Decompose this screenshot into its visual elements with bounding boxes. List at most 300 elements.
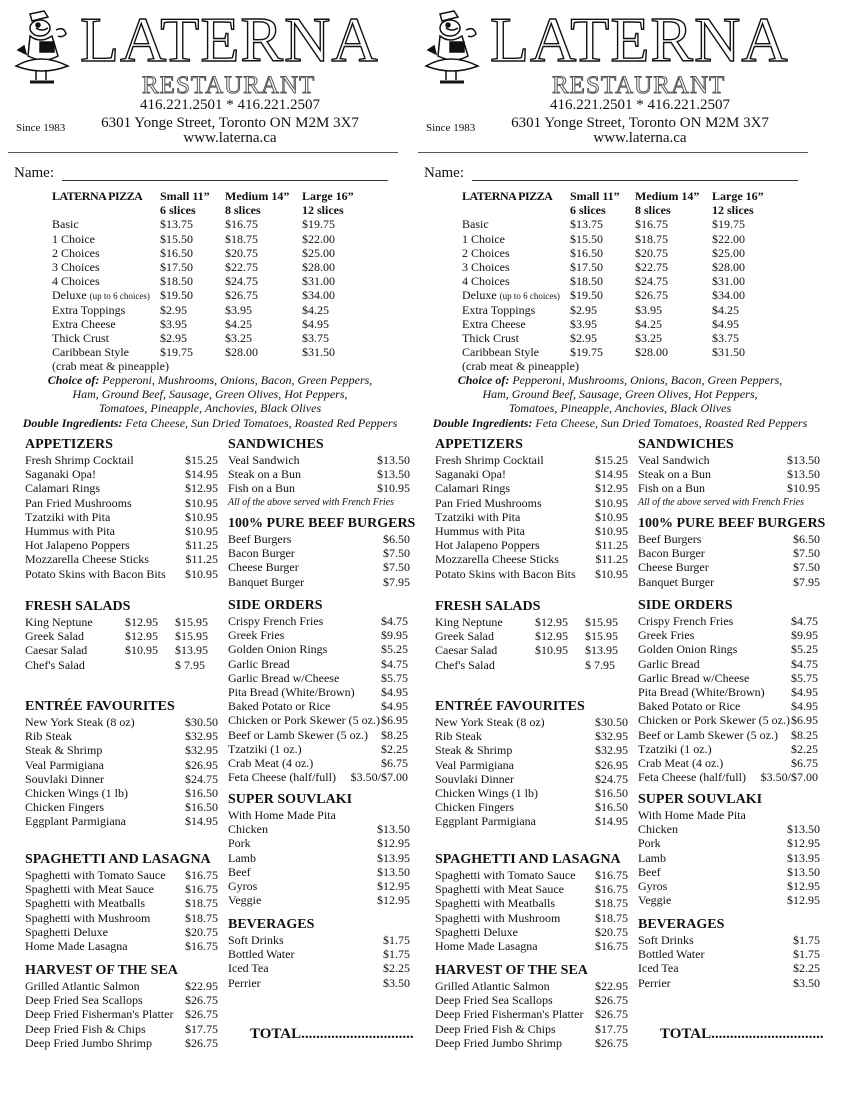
menu-item[interactable] xyxy=(228,453,413,467)
item-price: $6.95 xyxy=(791,713,818,728)
pizza-row-name: 4 Choices xyxy=(52,274,100,289)
pizza-row[interactable] xyxy=(462,288,822,302)
menu-item[interactable] xyxy=(25,629,208,644)
menu-item[interactable] xyxy=(638,560,823,574)
pizza-header xyxy=(52,189,412,217)
pizza-price: $22.75 xyxy=(635,259,668,274)
item-price: $16.75 xyxy=(185,868,218,882)
menu-item[interactable] xyxy=(435,910,628,925)
menu-item[interactable] xyxy=(435,658,615,672)
item-price-large: $ 7.95 xyxy=(175,657,205,672)
item-name: Home Made Lasagna xyxy=(435,938,538,953)
name-field[interactable] xyxy=(62,180,388,181)
menu-item[interactable] xyxy=(25,523,218,538)
item-name: Tzatziki with Pita xyxy=(25,509,111,524)
menu-item[interactable] xyxy=(638,546,823,560)
item-name: Spaghetti with Mushroom xyxy=(25,910,151,925)
item-price: $13.50 xyxy=(787,453,820,467)
item-price: $10.95 xyxy=(595,509,628,524)
menu-item[interactable] xyxy=(25,495,218,510)
item-price: $24.75 xyxy=(595,771,628,786)
address: 6301 Yonge Street, Toronto ON M2M 3X7 xyxy=(101,115,359,131)
pizza-table xyxy=(462,189,822,373)
menu-item[interactable] xyxy=(638,467,823,481)
menu-item[interactable] xyxy=(638,642,823,656)
item-price: $18.75 xyxy=(185,910,218,925)
section-title: FRESH SALADS xyxy=(25,599,131,614)
item-price: $4.75 xyxy=(791,614,818,628)
menu-item[interactable] xyxy=(228,836,413,850)
menu-item[interactable] xyxy=(435,643,618,658)
item-price: $18.75 xyxy=(595,910,628,925)
name-field[interactable] xyxy=(472,180,798,181)
pizza-price: $31.00 xyxy=(712,274,745,289)
pizza-row[interactable] xyxy=(52,246,412,260)
menu-item[interactable] xyxy=(435,481,628,496)
item-name: Pan Fried Mushrooms xyxy=(435,495,542,510)
menu-item[interactable] xyxy=(25,771,218,786)
menu-item[interactable] xyxy=(25,757,218,772)
menu-item[interactable] xyxy=(435,1021,628,1036)
item-price: $1.75 xyxy=(383,947,410,962)
menu-item[interactable] xyxy=(228,961,413,975)
item-name: Chicken or Pork Skewer (5 oz.) xyxy=(228,713,380,728)
item-price: $16.75 xyxy=(185,882,218,897)
menu-item[interactable] xyxy=(435,979,628,993)
item-name: Rib Steak xyxy=(435,729,482,744)
menu-item[interactable] xyxy=(25,814,218,829)
menu-item[interactable] xyxy=(638,685,823,699)
menu-item[interactable] xyxy=(25,615,208,629)
item-price: $16.50 xyxy=(185,785,218,800)
item-name: Saganaki Opa! xyxy=(435,467,506,482)
logo-image xyxy=(8,8,74,93)
pizza-row[interactable] xyxy=(462,260,822,274)
item-price: $4.75 xyxy=(381,656,408,671)
item-price: $4.95 xyxy=(791,684,818,699)
pizza-price: $16.50 xyxy=(160,245,193,260)
pizza-row[interactable] xyxy=(462,232,822,246)
item-price: $26.95 xyxy=(595,757,628,772)
menu-item[interactable] xyxy=(638,893,823,907)
pizza-row-name: Extra Toppings xyxy=(52,302,126,317)
menu-item[interactable] xyxy=(228,532,413,546)
item-name: Souvlaki Dinner xyxy=(25,771,104,786)
menu-item[interactable] xyxy=(25,1035,218,1050)
menu-item[interactable] xyxy=(435,1007,628,1022)
item-price: $16.75 xyxy=(595,868,628,882)
menu-item[interactable] xyxy=(435,453,628,467)
menu-item[interactable] xyxy=(435,896,628,911)
menu-item[interactable] xyxy=(228,614,413,628)
menu-item[interactable] xyxy=(435,800,628,815)
menu-item[interactable] xyxy=(25,481,218,496)
menu-item[interactable] xyxy=(228,546,413,560)
item-name: Perrier xyxy=(228,975,261,990)
item-price: $3.50/$7.00 xyxy=(760,770,818,785)
menu-item[interactable] xyxy=(228,893,413,907)
menu-item[interactable] xyxy=(25,643,208,658)
item-price: $16.50 xyxy=(595,785,628,800)
menu-item[interactable] xyxy=(435,882,628,897)
item-price: $15.25 xyxy=(595,453,628,467)
pizza-price: $26.75 xyxy=(225,288,258,303)
pizza-choices xyxy=(420,373,820,430)
menu-item[interactable] xyxy=(638,879,823,893)
choice-label: Choice of: xyxy=(47,373,100,387)
menu-item[interactable] xyxy=(435,509,628,524)
menu-item[interactable] xyxy=(228,481,413,495)
menu-item[interactable] xyxy=(25,993,218,1008)
menu-item[interactable] xyxy=(435,615,618,629)
menu-item[interactable] xyxy=(25,785,218,800)
address: 6301 Yonge Street, Toronto ON M2M 3X7 xyxy=(511,115,769,131)
item-price: $10.95 xyxy=(595,495,628,510)
menu-item[interactable] xyxy=(638,628,823,642)
pizza-price: $3.95 xyxy=(635,302,662,317)
item-name: Calamari Rings xyxy=(435,481,510,496)
pizza-price: $28.00 xyxy=(712,259,745,274)
pizza-row[interactable] xyxy=(462,217,822,231)
menu-item[interactable] xyxy=(638,770,823,784)
pizza-price: $3.75 xyxy=(302,330,329,345)
pizza-price: $19.50 xyxy=(160,288,193,303)
pizza-row[interactable] xyxy=(52,260,412,274)
section-burgers xyxy=(228,516,416,589)
menu-item[interactable] xyxy=(228,642,413,656)
pizza-price: $3.25 xyxy=(225,330,252,345)
pizza-price: $31.50 xyxy=(302,345,335,360)
menu-item[interactable] xyxy=(435,785,628,800)
menu-item[interactable] xyxy=(25,1007,218,1022)
item-price: $6.50 xyxy=(383,532,410,546)
menu-item[interactable] xyxy=(25,924,218,939)
menu-item[interactable] xyxy=(228,685,413,699)
menu-item[interactable] xyxy=(228,713,413,727)
menu-item[interactable] xyxy=(435,993,628,1008)
menu-item[interactable] xyxy=(228,822,413,836)
item-price: $16.75 xyxy=(185,938,218,953)
item-name: Fresh Shrimp Cocktail xyxy=(435,453,544,467)
menu-item[interactable] xyxy=(435,1035,628,1050)
menu-item[interactable] xyxy=(25,453,218,467)
pizza-row[interactable] xyxy=(52,217,412,231)
item-name: Spaghetti Deluxe xyxy=(25,924,108,939)
menu-copy-left xyxy=(0,0,420,1100)
menu-item[interactable] xyxy=(228,742,413,756)
menu-item[interactable] xyxy=(25,896,218,911)
item-price: $10.95 xyxy=(595,566,628,581)
name-label: Name: xyxy=(14,165,54,181)
item-price: $12.95 xyxy=(787,893,820,908)
website: www.laterna.ca xyxy=(593,130,687,146)
item-name: Pork xyxy=(638,836,661,851)
menu-item[interactable] xyxy=(638,756,823,770)
pizza-price: $31.50 xyxy=(712,345,745,360)
item-name: Greek Salad xyxy=(25,629,84,644)
menu-item[interactable] xyxy=(228,879,413,893)
item-price: $7.50 xyxy=(383,560,410,575)
item-name: Tzatziki (1 oz.) xyxy=(228,741,302,756)
double-ingredients xyxy=(420,416,820,430)
item-name: Tzatziki with Pita xyxy=(435,509,521,524)
item-price: $5.25 xyxy=(381,642,408,657)
menu-item[interactable] xyxy=(25,715,218,729)
item-name: Pork xyxy=(228,836,251,851)
menu-item[interactable] xyxy=(435,467,628,482)
item-price: $5.75 xyxy=(791,670,818,685)
pizza-row[interactable] xyxy=(52,345,412,359)
item-name: Cheese Burger xyxy=(638,560,709,575)
item-price: $26.75 xyxy=(185,1035,218,1050)
item-price-small: $10.95 xyxy=(125,643,158,658)
menu-item[interactable] xyxy=(435,938,628,953)
pizza-row-name: Deluxe xyxy=(462,288,497,303)
section-seafood xyxy=(25,963,218,1050)
total-line: TOTAL.............................. xyxy=(660,1026,824,1042)
item-price-small: $12.95 xyxy=(125,615,158,629)
menu-item[interactable] xyxy=(25,1021,218,1036)
menu-item[interactable] xyxy=(435,771,628,786)
item-price: $6.75 xyxy=(381,755,408,770)
menu-item[interactable] xyxy=(25,882,218,897)
item-name: Veggie xyxy=(228,893,262,908)
item-price: $2.25 xyxy=(383,961,410,976)
menu-item[interactable] xyxy=(638,453,823,467)
menu-item[interactable] xyxy=(435,552,628,567)
menu-item[interactable] xyxy=(228,575,413,589)
pizza-price: $4.25 xyxy=(712,302,739,317)
item-price: $18.75 xyxy=(595,896,628,911)
item-price: $10.95 xyxy=(185,495,218,510)
pizza-price: $25.00 xyxy=(302,245,335,260)
section-spaghetti xyxy=(435,852,628,953)
item-name: Banquet Burger xyxy=(228,574,305,589)
menu-item[interactable] xyxy=(638,657,823,671)
pizza-row[interactable] xyxy=(52,274,412,288)
menu-item[interactable] xyxy=(25,729,218,744)
item-price: $4.75 xyxy=(791,656,818,671)
pizza-row-name: Caribbean Style xyxy=(462,345,539,360)
item-name: Feta Cheese (half/full) xyxy=(228,770,336,785)
menu-item[interactable] xyxy=(638,947,823,961)
section-appetizers xyxy=(25,437,218,581)
pizza-row[interactable] xyxy=(52,232,412,246)
pizza-row[interactable] xyxy=(462,246,822,260)
menu-item[interactable] xyxy=(638,822,823,836)
pizza-row[interactable] xyxy=(462,303,822,317)
pizza-price: $4.25 xyxy=(225,316,252,331)
item-name: Eggplant Parmigiana xyxy=(435,814,536,829)
pizza-row-name: Extra Cheese xyxy=(462,316,526,331)
menu-item[interactable] xyxy=(638,481,823,495)
menu-item[interactable] xyxy=(638,865,823,879)
menu-item[interactable] xyxy=(638,976,823,990)
pizza-slices-0: 6 slices xyxy=(160,203,196,218)
pizza-price: $16.75 xyxy=(225,217,258,232)
item-name: Cheese Burger xyxy=(228,560,299,575)
item-price: $22.95 xyxy=(185,979,218,993)
section-title: SPAGHETTI AND LASAGNA xyxy=(25,852,211,867)
item-name: Veal Parmigiana xyxy=(25,757,104,772)
menu-item[interactable] xyxy=(228,947,413,961)
section-title: HARVEST OF THE SEA xyxy=(25,963,178,978)
menu-item[interactable] xyxy=(435,743,628,758)
item-price: $4.75 xyxy=(381,614,408,628)
menu-item[interactable] xyxy=(25,800,218,815)
item-name: Grilled Atlantic Salmon xyxy=(435,979,550,993)
since-label: Since 1983 xyxy=(426,122,476,134)
choice-line xyxy=(10,401,410,415)
menu-item[interactable] xyxy=(435,629,618,644)
menu-item[interactable] xyxy=(435,729,628,744)
menu-item[interactable] xyxy=(228,865,413,879)
item-price: $10.95 xyxy=(787,481,820,496)
menu-item[interactable] xyxy=(638,836,823,850)
pizza-slices-1: 8 slices xyxy=(225,203,261,218)
item-price: $7.50 xyxy=(793,546,820,561)
item-price: $26.95 xyxy=(185,757,218,772)
menu-item[interactable] xyxy=(435,757,628,772)
pizza-row-note: (up to 6 choices) xyxy=(499,291,560,302)
menu-item[interactable] xyxy=(638,713,823,727)
menu-item[interactable] xyxy=(25,938,218,953)
menu-item[interactable] xyxy=(228,933,413,947)
item-name: Pan Fried Mushrooms xyxy=(25,495,132,510)
menu-item[interactable] xyxy=(228,728,413,742)
menu-item[interactable] xyxy=(25,658,205,672)
menu-item[interactable] xyxy=(228,671,413,685)
pizza-size-1: Medium 14” xyxy=(225,189,290,203)
item-name: Deep Fried Sea Scallops xyxy=(25,993,143,1008)
menu-item[interactable] xyxy=(638,961,823,975)
pizza-price: $17.50 xyxy=(160,259,193,274)
menu-item[interactable] xyxy=(638,671,823,685)
section-beverages xyxy=(228,917,413,990)
pizza-price: $2.95 xyxy=(160,330,187,345)
menu-item[interactable] xyxy=(638,614,823,628)
pizza-row[interactable] xyxy=(52,288,412,302)
item-name: Crispy French Fries xyxy=(228,614,324,628)
pizza-row[interactable] xyxy=(52,331,412,345)
pizza-slices-0: 6 slices xyxy=(570,203,606,218)
menu-item[interactable] xyxy=(228,976,413,990)
menu-item[interactable] xyxy=(228,628,413,642)
pizza-price: $3.25 xyxy=(635,330,662,345)
menu-item[interactable] xyxy=(638,728,823,742)
menu-item[interactable] xyxy=(25,467,218,482)
pizza-row-name: 2 Choices xyxy=(52,245,100,260)
pizza-row[interactable] xyxy=(462,317,822,331)
section-spaghetti xyxy=(25,852,218,953)
pizza-row[interactable] xyxy=(462,274,822,288)
menu-item[interactable] xyxy=(228,699,413,713)
menu-item[interactable] xyxy=(25,552,218,567)
item-price: $32.95 xyxy=(595,743,628,758)
choice-text: Ham, Ground Beef, Sausage, Green Olives, Hot Peppers, xyxy=(72,387,348,402)
menu-item[interactable] xyxy=(228,657,413,671)
item-name: Deep Fried Fisherman's Platter xyxy=(25,1007,174,1022)
header-divider xyxy=(8,152,398,153)
menu-item[interactable] xyxy=(25,979,218,993)
header-divider xyxy=(418,152,808,153)
item-price: $10.95 xyxy=(377,481,410,496)
menu-item[interactable] xyxy=(638,851,823,865)
item-price: $13.50 xyxy=(787,467,820,482)
item-price: $13.95 xyxy=(787,850,820,865)
menu-item[interactable] xyxy=(25,910,218,925)
pizza-price: $4.25 xyxy=(302,302,329,317)
item-name: Gyros xyxy=(228,878,258,893)
item-name: Chicken xyxy=(638,822,678,837)
pizza-size-2: Large 16” xyxy=(302,189,354,203)
menu-item[interactable] xyxy=(25,566,218,581)
menu-item[interactable] xyxy=(638,575,823,589)
menu-item[interactable] xyxy=(228,756,413,770)
pizza-row-note: (up to 6 choices) xyxy=(89,291,150,302)
choice-line xyxy=(10,387,410,401)
menu-item[interactable] xyxy=(228,467,413,481)
menu-item[interactable] xyxy=(435,814,628,829)
pizza-row[interactable] xyxy=(462,345,822,359)
menu-item[interactable] xyxy=(228,770,413,784)
restaurant-subtitle: RESTAURANT xyxy=(142,72,316,99)
item-name: Chef's Salad xyxy=(25,657,85,672)
menu-item[interactable] xyxy=(228,851,413,865)
menu-item[interactable] xyxy=(435,868,628,882)
menu-item[interactable] xyxy=(638,699,823,713)
item-name: Spaghetti Deluxe xyxy=(435,924,518,939)
item-price: $13.50 xyxy=(377,864,410,879)
pizza-row[interactable] xyxy=(52,317,412,331)
menu-item[interactable] xyxy=(228,560,413,574)
pizza-row-name: Thick Crust xyxy=(52,330,109,345)
section-title: SANDWICHES xyxy=(228,437,324,452)
menu-item[interactable] xyxy=(638,933,823,947)
pizza-price: $24.75 xyxy=(225,274,258,289)
item-name: Caesar Salad xyxy=(25,643,88,658)
item-name: Spaghetti with Meat Sauce xyxy=(25,882,154,897)
menu-item[interactable] xyxy=(25,509,218,524)
pizza-row[interactable] xyxy=(52,303,412,317)
menu-item[interactable] xyxy=(25,538,218,553)
item-price: $11.25 xyxy=(185,552,218,567)
item-name: Spaghetti with Meatballs xyxy=(435,896,555,911)
menu-item[interactable] xyxy=(435,715,628,729)
menu-item[interactable] xyxy=(25,743,218,758)
pizza-price: $19.75 xyxy=(570,345,603,360)
pizza-price: $16.75 xyxy=(635,217,668,232)
section-title: ENTRÉE FAVOURITES xyxy=(435,699,585,714)
pizza-row[interactable] xyxy=(462,331,822,345)
menu-item[interactable] xyxy=(25,868,218,882)
menu-item[interactable] xyxy=(435,924,628,939)
menu-item[interactable] xyxy=(435,495,628,510)
menu-item[interactable] xyxy=(435,538,628,553)
item-price: $24.75 xyxy=(185,771,218,786)
menu-item[interactable] xyxy=(435,566,628,581)
pizza-price: $28.00 xyxy=(635,345,668,360)
item-price: $2.25 xyxy=(381,741,408,756)
pizza-price: $34.00 xyxy=(302,288,335,303)
section-title: HARVEST OF THE SEA xyxy=(435,963,588,978)
section-sides xyxy=(638,598,823,784)
menu-item[interactable] xyxy=(638,742,823,756)
menu-item[interactable] xyxy=(435,523,628,538)
section-souvlaki xyxy=(638,792,823,907)
pizza-row-name: 3 Choices xyxy=(462,259,510,274)
menu-item[interactable] xyxy=(638,532,823,546)
